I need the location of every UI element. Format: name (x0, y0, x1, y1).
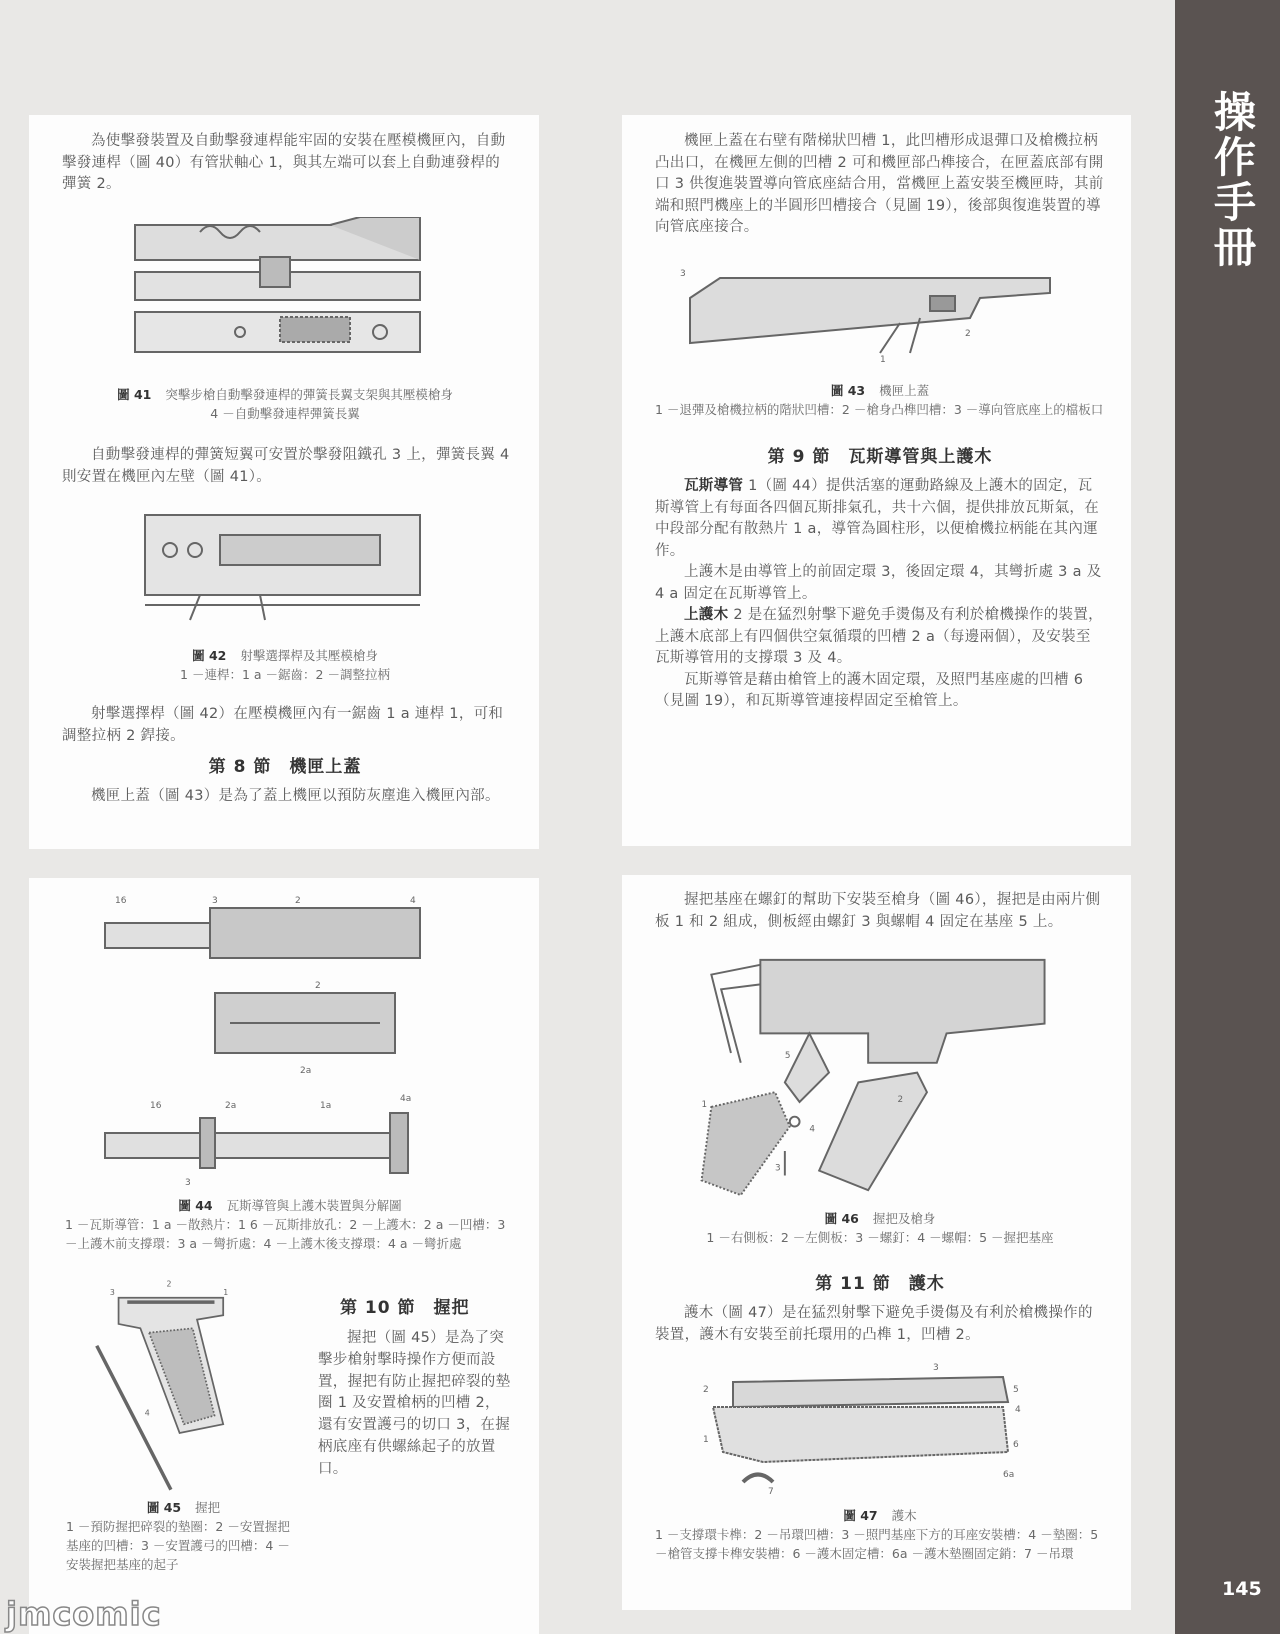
paragraph-text: 2 是在猛烈射擊下避免手燙傷及有利於槍機操作的裝置，上護木底部上有四個供空氣循環的凹槽 2 a（每邊兩個），及安裝至瓦斯導管用的支撐環 3 及 4。 (655, 607, 1103, 666)
svg-text:3: 3 (212, 896, 218, 906)
svg-text:1: 1 (701, 1099, 708, 1110)
svg-text:5: 5 (1013, 1385, 1019, 1395)
figure-label: 圖 41 (117, 387, 152, 402)
paragraph-text: 機匣上蓋在右壁有階梯狀凹槽 1，此凹槽形成退彈口及槍機拉柄凸出口，在機匣左側的凹槽 2 可和機匣部凸榫接合，在匣蓋底部有開口 3 供復進裝置導向管底座結合用，當機匣上蓋安裝至機匣時，其前端和照門機座上的半圓形凹槽接合（見圖 19），後部與復進裝置的導向管底座接合。 (655, 133, 1104, 235)
figure-42-illustration (140, 505, 425, 625)
chapter-title: 操作手冊 (1213, 88, 1256, 272)
figure-44-illustration (100, 893, 430, 1188)
figure-label: 圖 45 (146, 1500, 182, 1515)
paragraph-text: 1（圖 44）提供活塞的運動路線及上護木的固定，瓦斯導管上有每面各四個瓦斯排氣孔，共十六個，提供排放瓦斯氣，在中段部分配有散熱片 1 a，導管為圓柱形，以便槍機拉柄能在其內運作。 (655, 478, 1099, 559)
figure-45-illustration (78, 1276, 303, 1494)
paragraph-text: 護木（圖 47）是在猛烈射擊下避免手燙傷及有利於槍機操作的裝置，護木有安裝至前托環用的凸榫 1，凹槽 2。 (655, 1305, 1093, 1343)
figure-legend: 4 －自動擊發連桿彈簧長翼 (210, 406, 360, 421)
figure-47-illustration (703, 1362, 1043, 1497)
section-heading-9 (655, 447, 1105, 467)
figure-title: 機匣上蓋 (879, 383, 930, 398)
figure-title: 握把及槍身 (872, 1211, 936, 1226)
section-title: 護木 (908, 1274, 945, 1294)
section-9-body (655, 476, 1105, 713)
svg-text:3: 3 (775, 1163, 781, 1174)
svg-text:6: 6 (1013, 1440, 1019, 1450)
paragraph-text: 射擊選擇桿（圖 42）在壓模機匣內有一鋸齒 1 a 連桿 1，可和調整拉柄 2 銲接。 (62, 706, 504, 744)
figure-41-illustration (130, 217, 425, 360)
svg-text:1: 1 (880, 355, 886, 363)
figure-41-caption (60, 385, 510, 423)
svg-text:4: 4 (809, 1124, 815, 1135)
figure-label: 圖 44 (178, 1198, 213, 1213)
svg-text:16: 16 (115, 896, 127, 906)
page-number: 145 (1222, 1578, 1262, 1600)
paragraph (655, 476, 1105, 562)
svg-text:4: 4 (410, 896, 416, 906)
paragraph (318, 1328, 513, 1481)
figure-legend: 1 －退彈及槍機拉柄的階狀凹槽：2 －槍身凸榫凹槽：3 －導向管底座上的檔板口 (655, 402, 1104, 417)
section-title: 機匣上蓋 (289, 757, 362, 777)
paragraph (62, 704, 512, 747)
svg-text:6a: 6a (1003, 1470, 1015, 1480)
svg-text:2: 2 (897, 1095, 904, 1105)
figure-47-caption (655, 1506, 1105, 1563)
bold-term: 上護木 (684, 607, 729, 623)
figure-label: 圖 42 (192, 648, 227, 663)
section-number: 第 9 節 (767, 447, 831, 467)
svg-text:4: 4 (1015, 1405, 1021, 1415)
svg-text:2: 2 (965, 329, 971, 339)
paragraph (655, 890, 1105, 933)
section-number: 第 11 節 (815, 1274, 891, 1294)
svg-text:1: 1 (703, 1435, 709, 1445)
paragraph-text: 為使擊發裝置及自動擊發連桿能牢固的安裝在壓模機匣內，自動擊發連桿（圖 40）有管狀軸心 1，與其左端可以套上自動連發桿的彈簧 2。 (62, 133, 506, 192)
bold-term: 瓦斯導管 (684, 478, 744, 494)
section-title: 瓦斯導管與上護木 (848, 447, 993, 467)
paragraph (655, 605, 1105, 670)
svg-text:16: 16 (150, 1101, 162, 1111)
figure-title: 瓦斯導管與上護木裝置與分解圖 (226, 1198, 402, 1213)
paragraph: 瓦斯導管是藉由槍管上的護木固定環，及照門基座處的凹槽 6（見圖 19），和瓦斯導管連接桿固定至槍管上。 (655, 671, 1084, 709)
section-number: 第 10 節 (340, 1298, 416, 1318)
svg-text:2: 2 (295, 896, 301, 906)
svg-text:2: 2 (315, 981, 321, 991)
paragraph (655, 131, 1105, 239)
figure-42-caption (60, 646, 510, 684)
figure-label: 圖 46 (824, 1211, 859, 1226)
svg-text:4: 4 (144, 1408, 150, 1418)
figure-46-illustration (698, 955, 1053, 1200)
svg-text:3: 3 (185, 1178, 191, 1188)
figure-44-caption (65, 1196, 515, 1253)
watermark-logo: jmcomic (6, 1595, 162, 1633)
paragraph (655, 1303, 1105, 1346)
section-title: 握把 (433, 1298, 470, 1318)
svg-text:1a: 1a (320, 1101, 332, 1111)
figure-46-caption (655, 1209, 1105, 1247)
svg-text:2a: 2a (300, 1066, 312, 1076)
figure-title: 射擊選擇桿及其壓模槍身 (240, 648, 378, 663)
svg-text:2: 2 (166, 1279, 172, 1289)
svg-text:1: 1 (223, 1288, 229, 1298)
section-heading-10 (340, 1298, 530, 1318)
svg-text:2a: 2a (225, 1101, 237, 1111)
section-heading-8 (60, 757, 510, 777)
figure-43-illustration (680, 268, 1055, 363)
figure-legend: 1 －支撐環卡榫：2 －吊環凹槽：3 －照門基座下方的耳座安裝槽：4 －墊圈：5 －槍管支撐卡榫安裝槽：6 －護木固定槽：6a －護木墊圈固定銷：7 －吊環 (655, 1527, 1099, 1561)
section-number: 第 8 節 (208, 757, 272, 777)
figure-legend: 1 －瓦斯導管：1 a －散熱片：1 6 －瓦斯排放孔：2 －上護木：2 a －凹槽：3 －上護木前支撐環：3 a －彎折處：4 －上護木後支撐環：4 a －彎折處 (65, 1217, 506, 1251)
figure-43-caption (655, 381, 1105, 419)
figure-legend: 1 －右側板：2 －左側板：3 －螺釘：4 －螺帽：5 －握把基座 (706, 1230, 1054, 1245)
paragraph-text: 自動擊發連桿的彈簧短翼可安置於擊發阻鐵孔 3 上，彈簧長翼 4 則安置在機匣內左壁（圖 41）。 (62, 447, 510, 485)
figure-45-caption (66, 1498, 301, 1574)
paragraph (62, 445, 512, 488)
figure-label: 圖 47 (843, 1508, 878, 1523)
svg-text:3: 3 (680, 269, 686, 279)
svg-text:3: 3 (109, 1288, 115, 1298)
svg-text:7: 7 (768, 1487, 774, 1497)
figure-title: 突擊步槍自動擊發連桿的彈簧長翼支架與其壓模槍身 (165, 387, 453, 402)
svg-text:3: 3 (933, 1363, 939, 1373)
svg-text:4a: 4a (400, 1094, 412, 1104)
paragraph: 上護木是由導管上的前固定環 3，後固定環 4，其彎折處 3 a 及 4 a 固定在瓦斯導管上。 (655, 564, 1102, 602)
figure-title: 護木 (891, 1508, 917, 1523)
paragraph-text: 機匣上蓋（圖 43）是為了蓋上機匣以預防灰塵進入機匣內部。 (91, 788, 500, 804)
paragraph-text: 握把（圖 45）是為了突擊步槍射擊時操作方便而設置，握把有防止握把碎裂的墊圈 1 及安置槍柄的凹槽 2，還有安置護弓的切口 3，在握柄底座有供螺絲起子的放置口。 (318, 1330, 511, 1477)
figure-legend: 1 －預防握把碎裂的墊圈：2 －安置握把基座的凹槽：3 －安置護弓的凹槽：4 －安裝握把基座的起子 (66, 1519, 290, 1572)
svg-text:5: 5 (784, 1050, 791, 1061)
paragraph-text: 握把基座在螺釘的幫助下安裝至槍身（圖 46），握把是由兩片側板 1 和 2 組成，側板經由螺釘 3 與螺帽 4 固定在基座 5 上。 (655, 892, 1101, 930)
figure-legend: 1 －連桿：1 a －鋸齒：2 －調整拉柄 (180, 667, 390, 682)
section-heading-11 (655, 1274, 1105, 1294)
paragraph (62, 131, 512, 196)
figure-title: 握把 (195, 1500, 221, 1515)
svg-text:2: 2 (703, 1385, 709, 1395)
figure-label: 圖 43 (830, 383, 866, 398)
paragraph (62, 786, 512, 808)
